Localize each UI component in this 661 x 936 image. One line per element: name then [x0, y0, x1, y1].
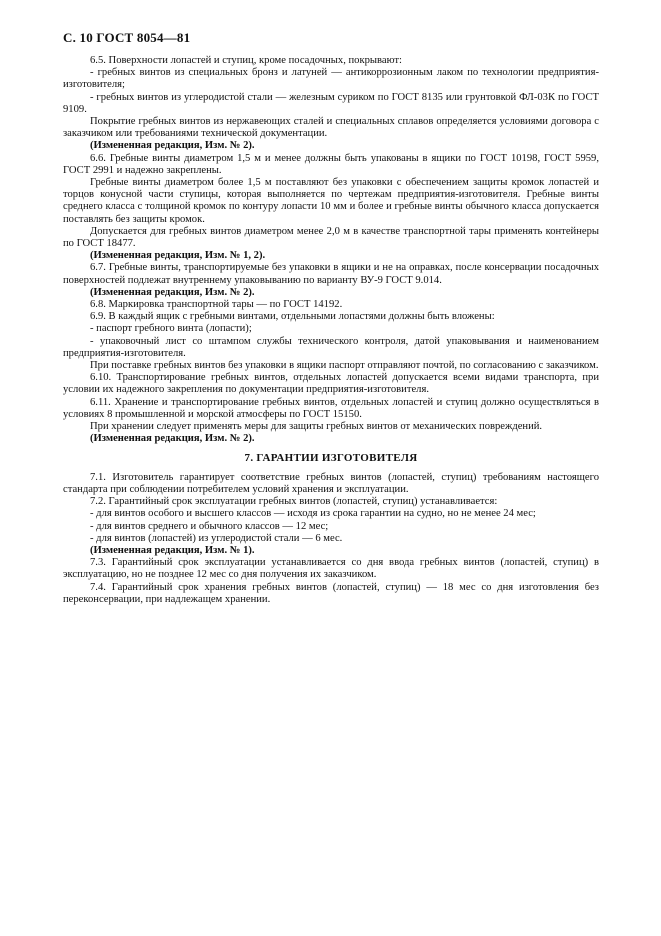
- paragraph: Гребные винты диаметром более 1,5 м поставляют без упаковки с обеспечением защиты кромок лопастей и торцов конусной части ступицы, которая выполняется по чертежам предприятия-изготовителя. Гребные винты среднего класса с толщиной кромок по контуру лопасти 10 мм и более и гребные винты обычного класса допускается поставлять без защиты кромок.: [63, 177, 599, 225]
- paragraph: 6.6. Гребные винты диаметром 1,5 м и менее должны быть упакованы в ящики по ГОСТ 10198, ГОСТ 5959, ГОСТ 2991 и надежно закреплены.: [63, 152, 599, 176]
- paragraph: 6.10. Транспортирование гребных винтов, отдельных лопастей допускается всеми видами транспорта, при условии их надежного закрепления по документации предприятия-изготовителя.: [63, 372, 599, 396]
- paragraph: Покрытие гребных винтов из нержавеющих сталей и специальных сплавов определяется условиями договора с заказчиком или требованиями технической документации.: [63, 116, 599, 140]
- paragraph: 7.3. Гарантийный срок эксплуатации устанавливается со дня ввода гребных винтов (лопастей, ступиц) в эксплуатацию, но не позднее 12 мес со дня получения их заказчиком.: [63, 557, 599, 581]
- paragraph: 7.2. Гарантийный срок эксплуатации гребных винтов (лопастей, ступиц) устанавливается:: [90, 496, 498, 508]
- section-6-content: [63, 55, 599, 446]
- paragraph: 6.9. В каждый ящик с гребными винтами, отдельными лопастями должны быть вложены:: [90, 311, 495, 323]
- paragraph: 6.11. Хранение и транспортирование гребных винтов, отдельных лопастей и ступиц должно осуществляться в условиях 8 промышленной и морской атмосферы по ГОСТ 15150.: [63, 396, 599, 420]
- paragraph: 7.1. Изготовитель гарантирует соответствие гребных винтов (лопастей, ступиц) требованиям настоящего стандарта при соблюдении потребителем условий хранения и эксплуатации.: [63, 471, 599, 495]
- section-7-title: 7. ГАРАНТИИ ИЗГОТОВИТЕЛЯ: [244, 451, 418, 464]
- document-body: [63, 55, 599, 606]
- amendment-note: (Измененная редакция, Изм. № 2).: [90, 286, 255, 298]
- paragraph: - для винтов (лопастей) из углеродистой стали — 6 мес.: [90, 532, 343, 544]
- paragraph: 6.8. Маркировка транспортной тары — по ГОСТ 14192.: [90, 299, 343, 311]
- amendment-note: (Измененная редакция, Изм. № 2).: [90, 433, 255, 445]
- page-header: С. 10 ГОСТ 8054—81: [63, 30, 191, 45]
- paragraph: - для винтов среднего и обычного классов — 12 мес;: [90, 520, 329, 532]
- paragraph: - гребных винтов из специальных бронз и латуней — антикоррозионным лаком по технологии предприятия-изготовителя;: [63, 67, 599, 91]
- amendment-note: (Измененная редакция, Изм. № 1, 2).: [90, 250, 266, 262]
- paragraph: 6.7. Гребные винты, транспортируемые без упаковки в ящики и не на оправках, после консервации посадочных поверхностей подлежат внутреннему упаковыванию по варианту ВУ-9 ГОСТ 9.014.: [63, 262, 599, 286]
- paragraph: При хранении следует применять меры для защиты гребных винтов от механических повреждений.: [90, 421, 543, 433]
- paragraph: 7.4. Гарантийный срок хранения гребных винтов (лопастей, ступиц) — 18 мес со дня изготовления без переконсервации, при надлежащем хранении.: [63, 581, 599, 605]
- paragraph: При поставке гребных винтов без упаковки в ящики паспорт отправляют почтой, по согласованию с заказчиком.: [90, 360, 599, 372]
- paragraph: - паспорт гребного винта (лопасти);: [90, 323, 252, 335]
- paragraph: - гребных винтов из углеродистой стали — железным суриком по ГОСТ 8135 или грунтовкой ФЛ-03К по ГОСТ 9109.: [63, 91, 599, 115]
- section-7-content: [63, 472, 599, 606]
- paragraph: - упаковочный лист со штампом службы технического контроля, датой упаковывания и наименованием предприятия-изготовителя.: [63, 335, 599, 359]
- amendment-note: (Измененная редакция, Изм. № 2).: [90, 140, 255, 152]
- paragraph: 6.5. Поверхности лопастей и ступиц, кроме посадочных, покрывают:: [90, 55, 402, 66]
- amendment-note: (Измененная редакция, Изм. № 1).: [90, 544, 255, 556]
- paragraph: Допускается для гребных винтов диаметром менее 2,0 м в качестве транспортной тары применять контейнеры по ГОСТ 18477.: [63, 225, 599, 250]
- paragraph: - для винтов особого и высшего классов — исходя из срока гарантии на судно, но не менее 24 мес;: [90, 508, 536, 520]
